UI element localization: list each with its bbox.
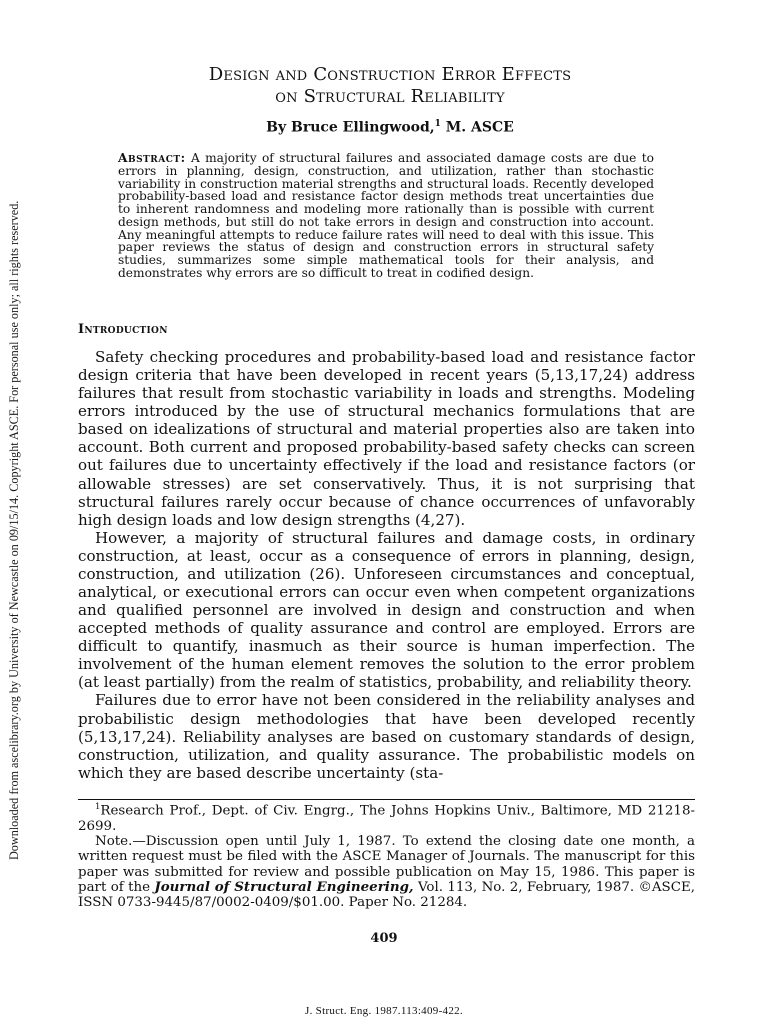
page-number: 409 bbox=[370, 931, 398, 946]
title-line-1: Design and Construction Error Effects bbox=[208, 64, 572, 85]
section-heading-introduction: Introduction bbox=[78, 322, 168, 337]
footnote-mark: 1 bbox=[95, 802, 101, 812]
note-text-before: Note.—Discussion open until July 1, 1987. To extend the closing date one month, a written request must be filed with the ASCE Manager of Journals. The manuscript for this paper was submitted for review and possible publication on May 15, 1986. This paper is part of the bbox=[78, 834, 695, 895]
title-line-2: on Structural Reliability bbox=[275, 86, 505, 107]
byline-affiliation: M. ASCE bbox=[440, 119, 514, 136]
footnotes bbox=[78, 800, 695, 911]
abstract-text: A majority of structural failures and associated damage costs are due to errors in planning, design, construction, and utilization, rather than stochastic variability in construction material strengths and structural loads. Recently developed probability-based load and resistance factor design methods treat uncertainties due to inherent randomness and modeling more rationally than is possible with current design methods, but still do not take errors in design and construction into account. Any meaningful attempts to reduce failure rates will need to deal with this issue. This paper reviews the status of design and construction errors in structural safety studies, summarizes some simple mathematical tools for their analysis, and demonstrates why errors are so difficult to treat in codified design. bbox=[118, 151, 654, 280]
author-footnote-mark: 1 bbox=[434, 119, 441, 129]
paper-title bbox=[120, 64, 660, 108]
introduction-body bbox=[78, 348, 695, 782]
footnote-discussion-note bbox=[78, 834, 695, 910]
journal-name: Journal of Structural Engineering, bbox=[154, 878, 414, 895]
body-paragraph: Safety checking procedures and probability-based load and resistance factor design criteria that have been developed in recent years (5,13,17,24) address failures that result from stochastic variability in loads and strengths. Modeling errors introduced by the use of structural mechanics formulations that are based on idealizations of structural and material properties also are taken into account. Both current and proposed probability-based safety checks can screen out failures due to uncertainty effectively if the load and resistance factors (or allowable stresses) are set conservatively. Thus, it is not surprising that structural failures rarely occur because of chance occurrences of unfavorably high design loads and low design strengths (4,27). bbox=[78, 348, 695, 529]
abstract bbox=[118, 152, 654, 280]
footnote-affiliation-text: Research Prof., Dept. of Civ. Engrg., The Johns Hopkins Univ., Baltimore, MD 21218-2699. bbox=[78, 803, 695, 834]
byline-author: By Bruce Ellingwood, bbox=[266, 119, 435, 136]
abstract-label: Abstract: bbox=[118, 151, 186, 165]
body-paragraph: However, a majority of structural failures and damage costs, in ordinary construction, at least, occur as a consequence of errors in planning, design, construction, and utilization (26). Unforeseen circumstances and conceptual, analytical, or executional errors can occur even when competent organizations and qualified personnel are involved in design and construction and when accepted methods of quality assurance and control are employed. Errors are difficult to quantify, inasmuch as their source is human imperfection. The involvement of the human element removes the solution to the error problem (at least partially) from the realm of statistics, probability, and reliability theory. bbox=[78, 528, 695, 692]
note-text-after: Vol. 113, No. 2, February, 1987. ©ASCE, ISSN 0733-9445/87/0002-0409/$01.00. Paper No. 21284. bbox=[78, 879, 695, 911]
author-byline bbox=[120, 119, 660, 136]
body-paragraph: Failures due to error have not been considered in the reliability analyses and probabilistic design methodologies that have been developed recently (5,13,17,24). Reliability analyses are based on customary standards of design, construction, utilization, and quality assurance. The probabilistic models on which they are based describe uncertainty (sta- bbox=[78, 691, 695, 782]
footnote-author-affiliation bbox=[78, 800, 695, 834]
citation-footer: J. Struct. Eng. 1987.113:409-422. bbox=[305, 1005, 463, 1017]
download-notice: Downloaded from ascelibrary.org by University of Newcastle on 09/15/14. Copyright ASCE. For personal use only; all rights reserved. bbox=[7, 200, 21, 860]
